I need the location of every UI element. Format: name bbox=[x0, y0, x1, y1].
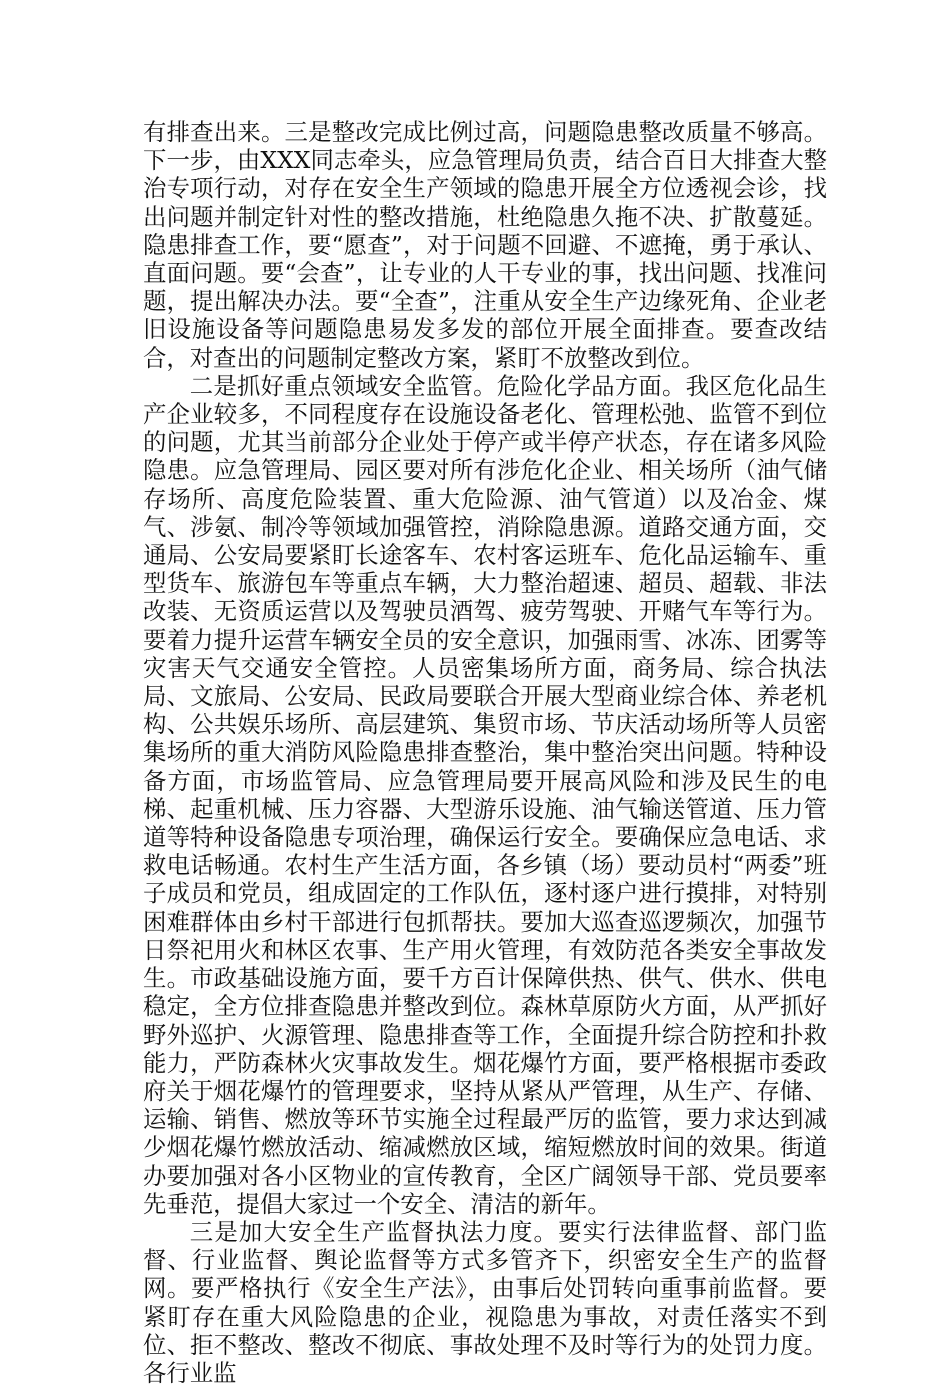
paragraph-continuation: 有排查出来。三是整改完成比例过高，问题隐患整改质量不够高。下一步，由XXX同志牵头，应急管理局负责，结合百日大排查大整治专项行动，对存在安全生产领域的隐患开展全方位透视会诊，找出问题并制定针对性的整改措施，杜绝隐患久拖不决、扩散蔓延。隐患排查工作，要“愿查”，对于问题不回避、不遮掩，勇于承认、直面问题。要“会查”，让专业的人干专业的事，找出问题、找准问题，提出解决办法。要“全查”，注重从安全生产边缘死角、企业老旧设施设备等问题隐患易发多发的部位开展全面排查。要查改结合，对查出的问题制定整改方案，紧盯不放整改到位。 bbox=[143, 118, 827, 372]
paragraph-law-enforcement: 三是加大安全生产监督执法力度。要实行法律监督、部门监督、行业监督、舆论监督等方式多管齐下，织密安全生产的监督网。要严格执行《安全生产法》，由事后处罚转向重事前监督。要紧盯存在重大风险隐患的企业，视隐患为事故，对责任落实不到位、拒不整改、整改不彻底、事故处理不及时等行为的处罚力度。各行业监 bbox=[143, 1217, 827, 1387]
document-body bbox=[143, 118, 827, 1387]
paragraph-key-areas-supervision: 二是抓好重点领域安全监管。危险化学品方面。我区危化品生产企业较多，不同程度存在设施设备老化、管理松弛、监管不到位的问题，尤其当前部分企业处于停产或半停产状态，存在诸多风险隐患。应急管理局、园区要对所有涉危化企业、相关场所（油气储存场所、高度危险装置、重大危险源、油气管道）以及冶金、煤气、涉氨、制冷等领域加强管控，消除隐患源。道路交通方面，交通局、公安局要紧盯长途客车、农村客运班车、危化品运输车、重型货车、旅游包车等重点车辆，大力整治超速、超员、超载、非法改装、无资质运营以及驾驶员酒驾、疲劳驾驶、开赌气车等行为。要着力提升运营车辆安全员的安全意识，加强雨雪、冰冻、团雾等灾害天气交通安全管控。人员密集场所方面，商务局、综合执法局、文旅局、公安局、民政局要联合开展大型商业综合体、养老机构、公共娱乐场所、高层建筑、集贸市场、节庆活动场所等人员密集场所的重大消防风险隐患排查整治，集中整治突出问题。特种设备方面，市场监管局、应急管理局要开展高风险和涉及民生的电梯、起重机械、压力容器、大型游乐设施、油气输送管道、压力管道等特种设备隐患专项治理，确保运行安全。要确保应急电话、求救电话畅通。农村生产生活方面，各乡镇（场）要动员村“两委”班子成员和党员，组成固定的工作队伍，逐村逐户进行摸排，对特别困难群体由乡村干部进行包抓帮扶。要加大巡查巡逻频次，加强节日祭祀用火和林区农事、生产用火管理，有效防范各类安全事故发生。市政基础设施方面，要千方百计保障供热、供气、供水、供电稳定，全方位排查隐患并整改到位。森林草原防火方面，从严抓好野外巡护、火源管理、隐患排查等工作，全面提升综合防控和扑救能力，严防森林火灾事故发生。烟花爆竹方面，要严格根据市委政府关于烟花爆竹的管理要求，坚持从紧从严管理，从生产、存储、运输、销售、燃放等环节实施全过程最严厉的监管，要力求达到减少烟花爆竹燃放活动、缩减燃放区域，缩短燃放时间的效果。街道办要加强对各小区物业的宣传教育，全区广阔领导干部、党员要率先垂范，提倡大家过一个安全、清洁的新年。 bbox=[143, 371, 827, 1218]
